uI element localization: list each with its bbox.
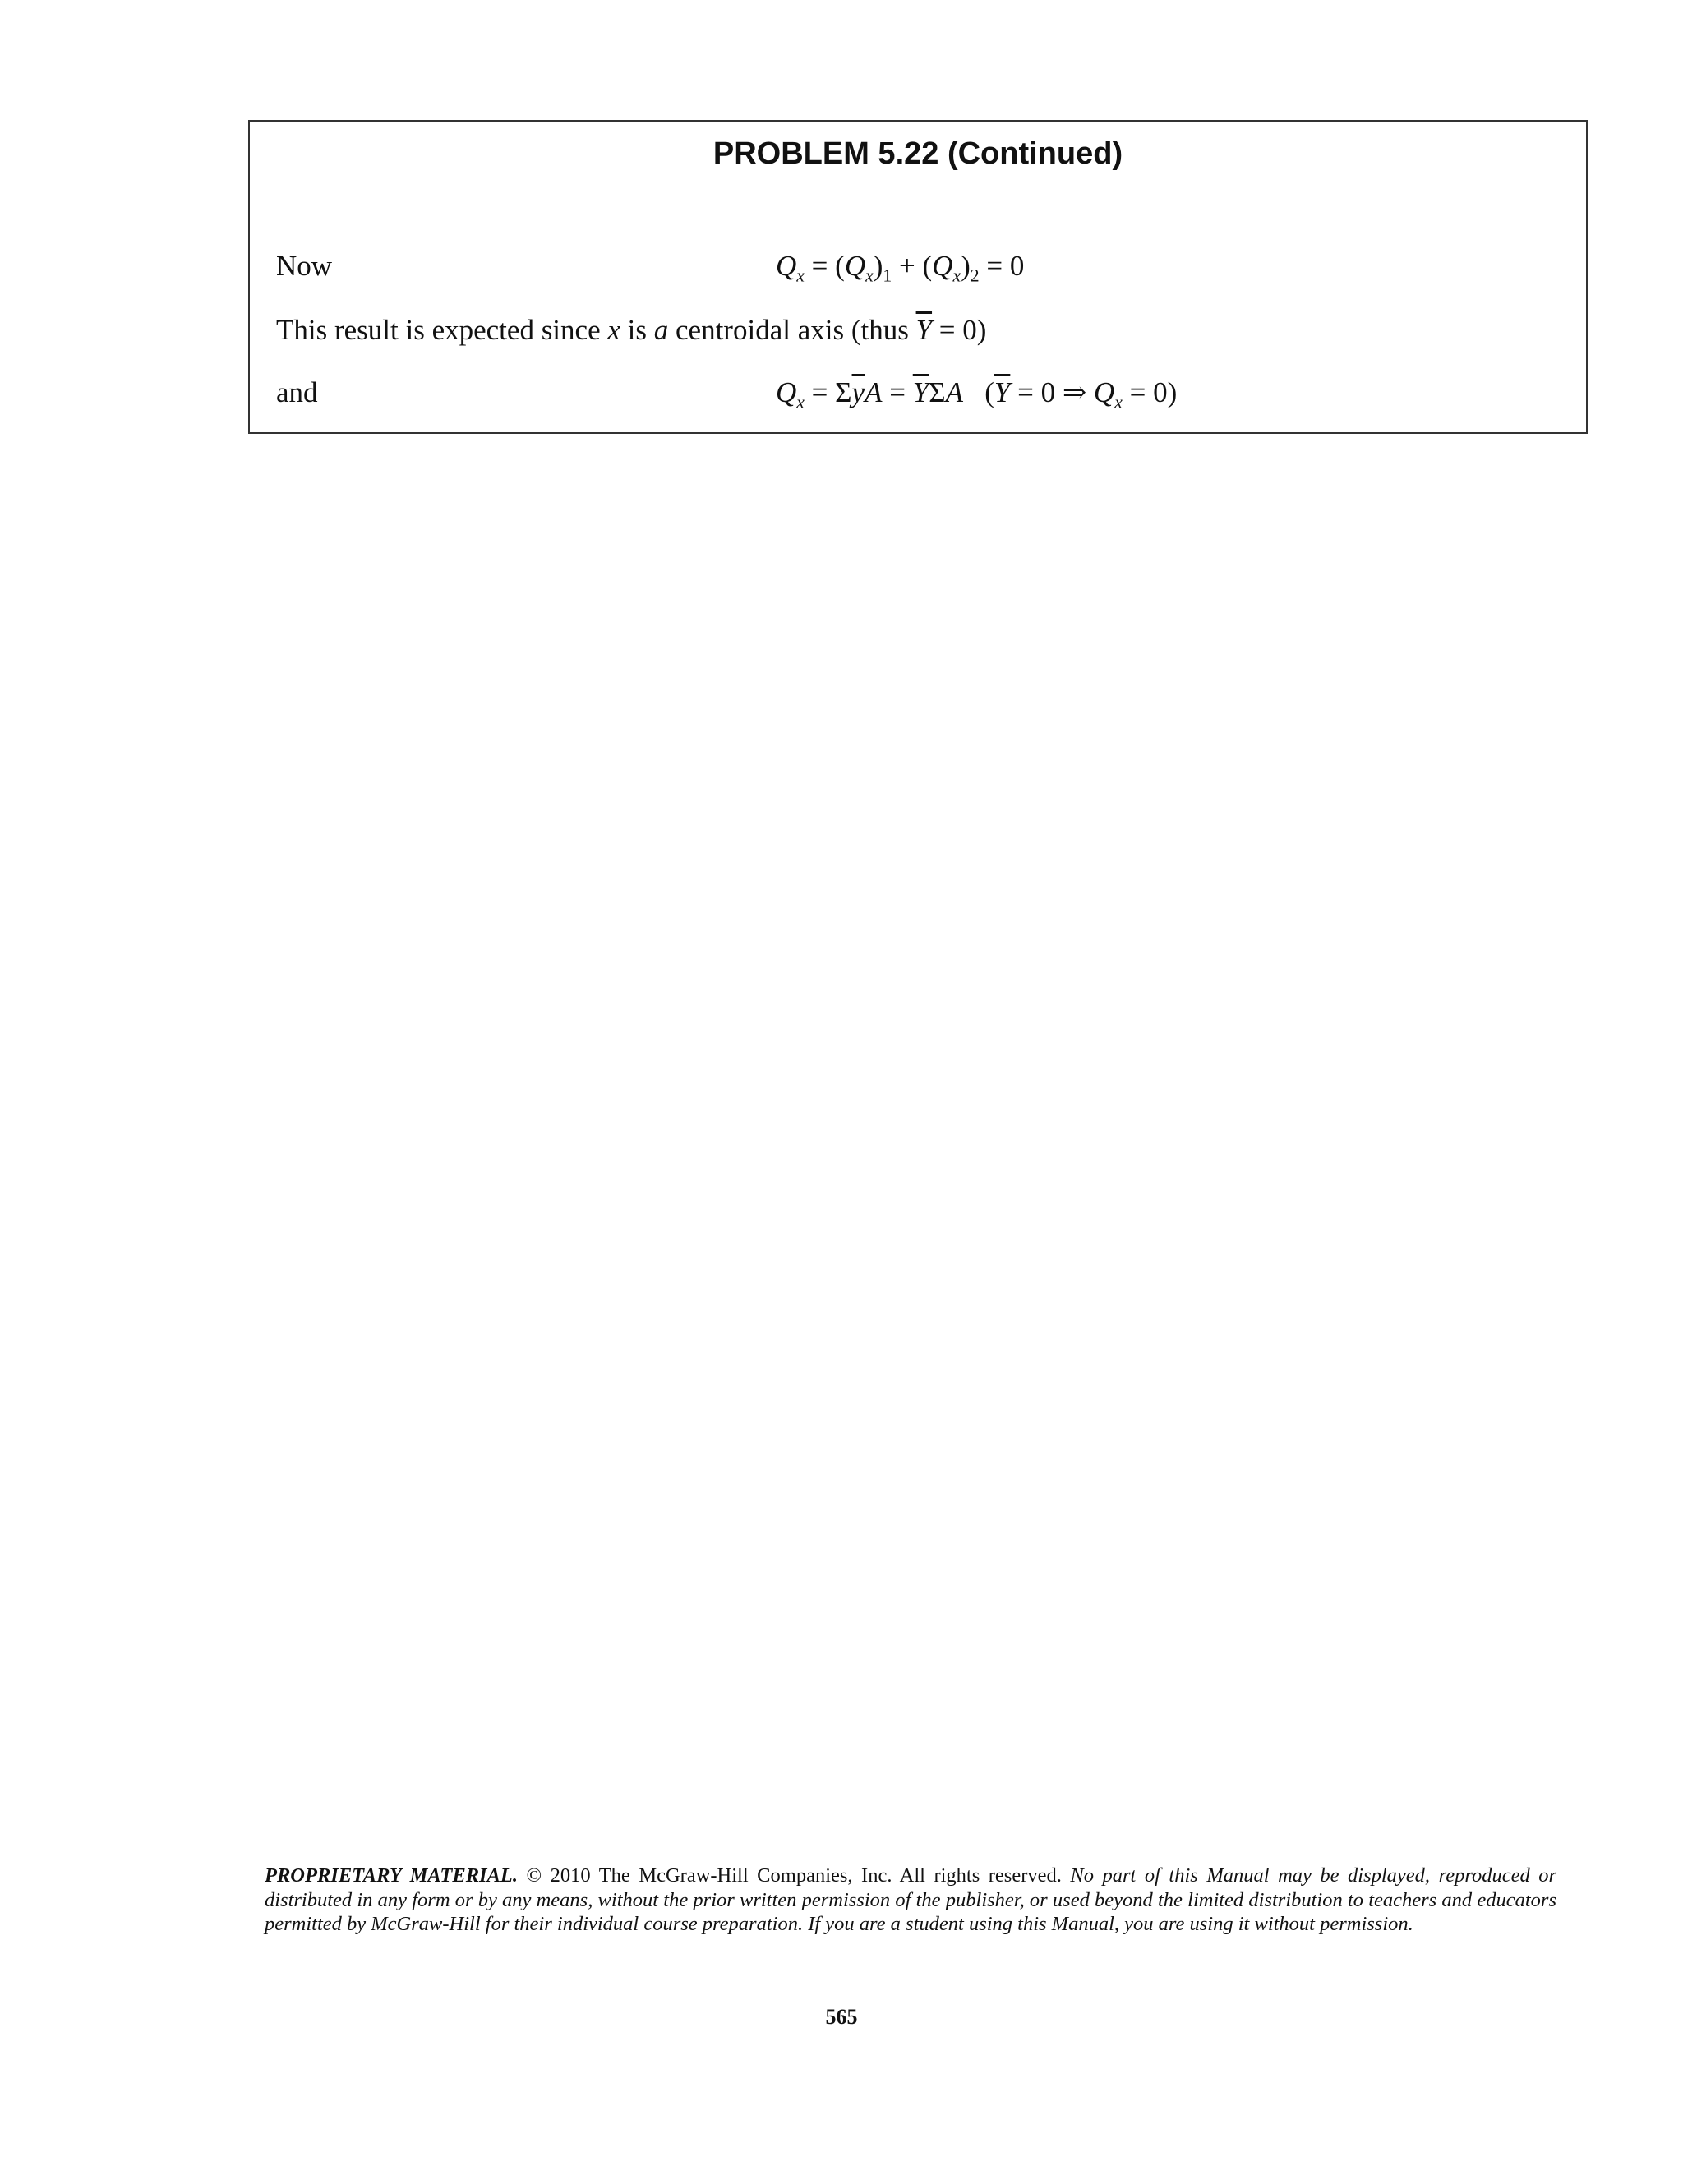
problem-box [248, 120, 1588, 434]
copyright-notice: PROPRIETARY MATERIAL. © 2010 The McGraw-Hill Companies, Inc. All rights reserved. No part of this Manual may be displayed, reproduced or distributed in any form or by any means, without the prior written permission of the publisher, or used beyond the limited distribution to teachers and educators permitted by McGraw-Hill for their individual course preparation. If you are a student using this Manual, you are using it without permission. [265, 1864, 1556, 1935]
page-number: 565 [825, 2005, 858, 2029]
equation-qx-sum: $Q_x = (Q_x)_1 + (Q_x)_2 = 0$ [776, 250, 1025, 286]
explanation-line: This result is expected since x is a centroidal axis (thus $\overline{Y} = 0$) [276, 314, 987, 346]
now-label: Now [276, 250, 333, 282]
and-label: and [276, 376, 318, 408]
equation-qx-moment: $Q_x = \Sigma\overline{y}A = \overline{Y}\Sigma A$ ($\overline{Y} = 0$ ⇒ $Q_x = 0$) [776, 376, 1178, 412]
problem-title: PROBLEM 5.22 (Continued) [712, 136, 1123, 171]
